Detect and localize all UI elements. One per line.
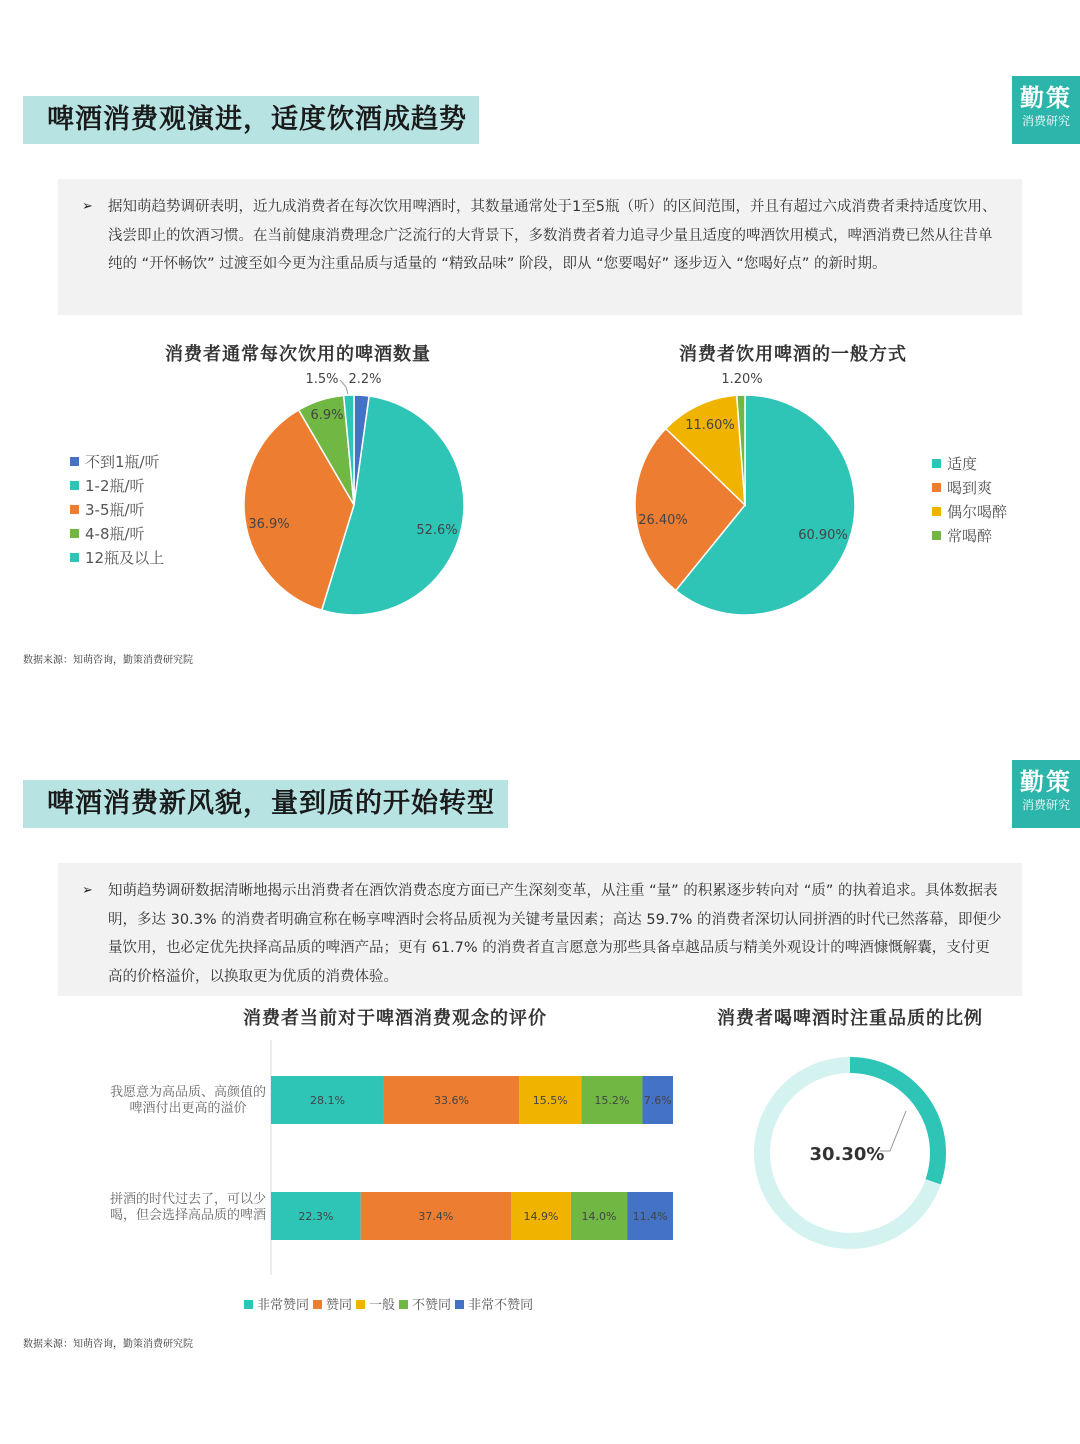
legend-swatch	[313, 1300, 322, 1309]
legend-item	[451, 1298, 533, 1313]
brand-name: 勤策	[1020, 83, 1072, 112]
leader-line	[340, 380, 348, 394]
pie-value-label: 11.60%	[685, 418, 735, 433]
legend-swatch	[356, 1300, 365, 1309]
legend-item	[70, 450, 164, 474]
legend-label: 偶尔喝醉	[947, 503, 1008, 521]
legend-swatch	[70, 457, 79, 466]
legend-swatch	[932, 507, 941, 516]
section2-intro-text: 知萌趋势调研数据清晰地揭示出消费者在酒饮消费态度方面已产生深刻变革，从注重 “量” 的积累逐步转向对 “质” 的执着追求。具体数据表明，多达 30.3% 的消费者明确宣称在畅享啤酒时会将品质视为关键考量因素；高达 59.7% 的消费者深切认同拼酒的时代已然落幕，即便少量饮用，也必定优先抉择高品质的啤酒产品；更有 61.7% 的消费者直言愿意为那些具备卓越品质与精美外观设计的啤酒慷慨解囊，支付更高的价格溢价，以换取更为优质的消费体验。	[108, 883, 1002, 985]
legend-label: 12瓶及以上	[85, 549, 165, 567]
section2-title: 啤酒消费新风貌，量到质的开始转型	[23, 780, 508, 828]
legend-item	[70, 522, 164, 546]
brand-logo-2	[1012, 760, 1080, 828]
chart3-legend	[240, 1294, 533, 1313]
legend-label: 4-8瓶/听	[85, 525, 145, 543]
legend-swatch	[399, 1300, 408, 1309]
legend-label: 1-2瓶/听	[85, 477, 145, 495]
legend-label: 适度	[947, 455, 978, 473]
bullet-arrow-icon-2: ➢	[82, 883, 93, 898]
pie-value-label: 36.9%	[248, 517, 290, 532]
bar-value-label: 15.5%	[532, 1094, 568, 1107]
legend-label: 一般	[369, 1298, 396, 1313]
chart3-title: 消费者当前对于啤酒消费观念的评价	[243, 1008, 547, 1029]
chart2-title: 消费者饮用啤酒的一般方式	[679, 344, 907, 365]
bullet-arrow-icon: ➢	[82, 199, 93, 214]
legend-item	[932, 476, 1007, 500]
legend-item	[932, 524, 1007, 548]
chart2-legend	[932, 452, 1007, 548]
legend-label: 喝到爽	[947, 479, 993, 497]
legend-swatch	[70, 553, 79, 562]
legend-label: 不赞同	[412, 1298, 452, 1313]
legend-item	[395, 1298, 451, 1313]
section2-intro-box	[58, 863, 1022, 996]
chart4-donut	[740, 1043, 960, 1263]
bar-value-label: 37.4%	[418, 1210, 454, 1223]
legend-swatch	[932, 459, 941, 468]
donut-value-label: 30.30%	[809, 1144, 885, 1165]
bar-value-label: 33.6%	[434, 1094, 469, 1107]
section1-source: 数据来源：知萌咨询，勤策消费研究院	[23, 655, 193, 666]
pie-value-label: 1.5%	[305, 372, 339, 387]
legend-item	[309, 1298, 352, 1313]
legend-swatch	[455, 1300, 464, 1309]
brand-name-2: 勤策	[1020, 767, 1072, 796]
brand-sub: 消费研究	[1021, 114, 1070, 128]
legend-item	[240, 1298, 309, 1313]
legend-swatch	[70, 505, 79, 514]
bar-value-label: 14.0%	[581, 1210, 617, 1223]
bar-value-label: 22.3%	[298, 1210, 334, 1223]
legend-swatch	[70, 529, 79, 538]
legend-swatch	[244, 1300, 253, 1309]
bar-value-label: 15.2%	[594, 1094, 630, 1107]
legend-label: 不到1瓶/听	[85, 453, 160, 471]
legend-item	[70, 498, 164, 522]
pie-value-label: 52.6%	[416, 523, 458, 538]
legend-swatch	[70, 481, 79, 490]
bar-value-label: 7.6%	[643, 1094, 672, 1107]
chart2-pie	[545, 365, 945, 625]
legend-label: 赞同	[326, 1298, 353, 1313]
section1-title: 啤酒消费观演进，适度饮酒成趋势	[23, 96, 479, 144]
pie-value-label: 6.9%	[310, 408, 344, 423]
section2-source: 数据来源：知萌咨询，勤策消费研究院	[23, 1339, 193, 1350]
legend-label: 非常不赞同	[468, 1298, 534, 1313]
chart4-title: 消费者喝啤酒时注重品质的比例	[717, 1008, 983, 1029]
legend-item	[932, 500, 1007, 524]
legend-swatch	[932, 483, 941, 492]
chart1-legend	[70, 450, 164, 570]
chart1-pie	[154, 365, 554, 625]
pie-value-label: 60.90%	[798, 528, 848, 543]
chart1-title: 消费者通常每次饮用的啤酒数量	[165, 344, 431, 365]
section1-intro-text: 据知萌趋势调研表明，近九成消费者在每次饮用啤酒时，其数量通常处于1至5瓶（听）的区间范围，并且有超过六成消费者秉持适度饮用、浅尝即止的饮酒习惯。在当前健康消费理念广泛流行的大背景下，多数消费者着力追寻少量且适度的啤酒饮用模式，啤酒消费已然从往昔单纯的 “开怀畅饮” 过渡至如今更为注重品质与适量的 “精致品味” 阶段，即从 “您要喝好” 逐步迈入 “您喝好点” 的新时期。	[108, 199, 997, 272]
bar-value-label: 28.1%	[310, 1094, 345, 1107]
legend-label: 常喝醉	[947, 527, 993, 545]
legend-label: 非常赞同	[257, 1298, 310, 1313]
chart3-category-label-1: 我愿意为高品质、高颜值的啤酒付出更高的溢价	[110, 1085, 267, 1116]
bar-value-label: 14.9%	[523, 1210, 559, 1223]
legend-item	[70, 546, 164, 570]
bar-value-label: 11.4%	[632, 1210, 668, 1223]
brand-logo	[1012, 76, 1080, 144]
section1-intro-box	[58, 179, 1022, 315]
chart3-category-label-2: 拼酒的时代过去了，可以少喝，但会选择高品质的啤酒	[110, 1192, 267, 1223]
legend-item	[352, 1298, 395, 1313]
pie-value-label: 2.2%	[348, 372, 382, 387]
chart3-bars	[268, 1040, 688, 1280]
legend-swatch	[932, 531, 941, 540]
legend-label: 3-5瓶/听	[85, 501, 145, 519]
pie-value-label: 26.40%	[638, 513, 688, 528]
legend-item	[70, 474, 164, 498]
pie-value-label: 1.20%	[721, 372, 763, 387]
legend-item	[932, 452, 1007, 476]
brand-sub-2: 消费研究	[1021, 798, 1070, 812]
